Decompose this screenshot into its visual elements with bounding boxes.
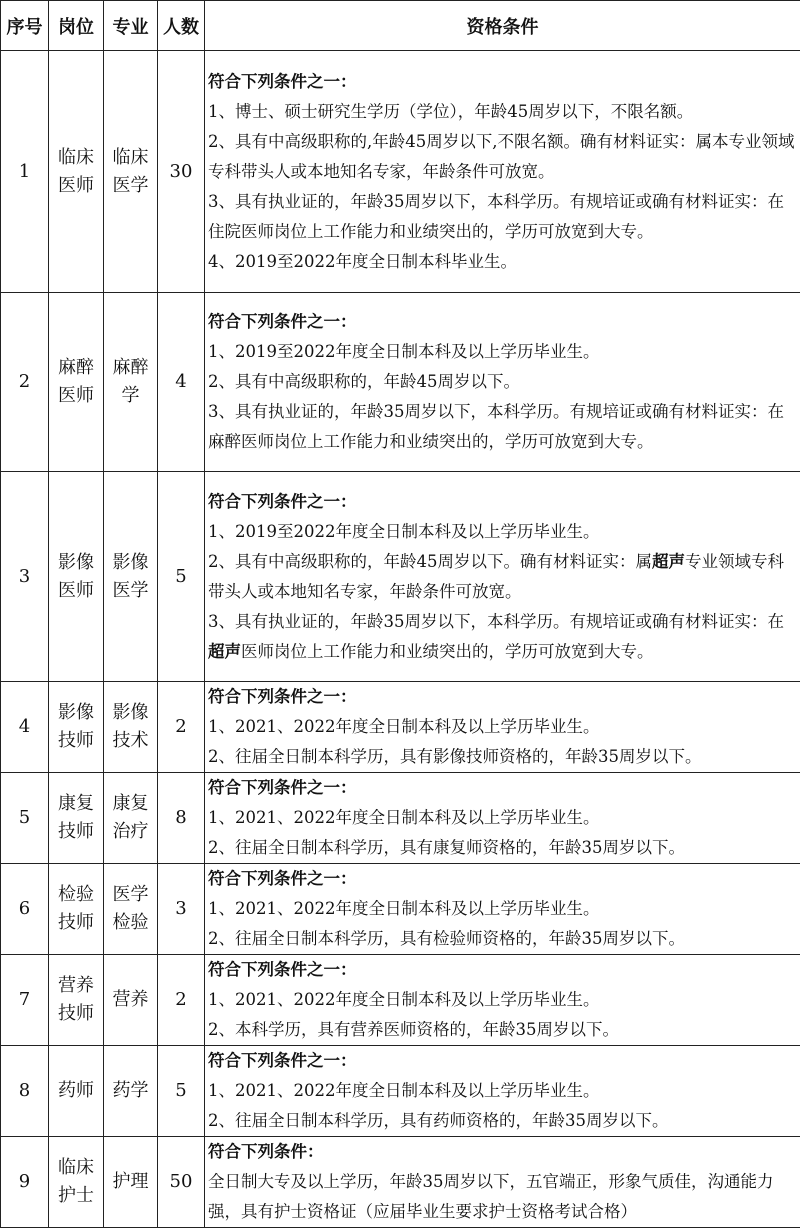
row-number: 2 bbox=[1, 293, 49, 472]
major-cell bbox=[104, 1137, 158, 1228]
qualification-line: 1、2021、2022年度全日制本科及以上学历毕业生。 bbox=[208, 894, 799, 924]
qualification-line: 1、2021、2022年度全日制本科及以上学历毕业生。 bbox=[208, 803, 799, 833]
line-text: 医师岗位上工作能力和业绩突出的，学历可放宽到大专。 bbox=[241, 642, 654, 661]
major-line: 学 bbox=[122, 385, 140, 406]
table-row bbox=[1, 864, 800, 955]
post-line: 临床 bbox=[58, 1157, 94, 1178]
qualification-line: 2、具有中高级职称的,年龄45周岁以下,不限名额。确有材料证实：属本专业领域专科带头人或本地知名专家，年龄条件可放宽。 bbox=[208, 127, 799, 187]
qualification-cell bbox=[205, 51, 800, 293]
qualification-cell bbox=[205, 1137, 800, 1228]
post-cell bbox=[49, 773, 104, 864]
line-text: 专业领域专科带头人或本地知名专家，年龄条件可放宽。 bbox=[208, 552, 784, 601]
major-cell bbox=[104, 472, 158, 682]
row-number: 1 bbox=[1, 51, 49, 293]
header-count: 人数 bbox=[158, 1, 205, 51]
qualification-heading: 符合下列条件之一： bbox=[208, 1046, 799, 1076]
header-qualifications: 资格条件 bbox=[205, 1, 800, 51]
line-text: 3、具有执业证的，年龄35周岁以下，本科学历。有规培证或确有材料证实：在 bbox=[208, 612, 784, 631]
post-line: 影像 bbox=[58, 552, 94, 573]
post-line: 技师 bbox=[58, 1003, 94, 1024]
post-cell bbox=[49, 1046, 104, 1137]
table-row bbox=[1, 955, 800, 1046]
headcount: 3 bbox=[158, 864, 205, 955]
post-line: 医师 bbox=[58, 580, 94, 601]
major-line: 治疗 bbox=[113, 821, 149, 842]
major-cell bbox=[104, 864, 158, 955]
post-line: 影像 bbox=[58, 702, 94, 723]
qualification-line: 1、2021、2022年度全日制本科及以上学历毕业生。 bbox=[208, 1076, 799, 1106]
headcount: 5 bbox=[158, 472, 205, 682]
qualification-line: 2、往届全日制本科学历，具有影像技师资格的，年龄35周岁以下。 bbox=[208, 742, 799, 772]
qualification-heading: 符合下列条件之一： bbox=[208, 67, 799, 97]
table-row bbox=[1, 51, 800, 293]
post-cell bbox=[49, 472, 104, 682]
row-number: 9 bbox=[1, 1137, 49, 1228]
post-cell bbox=[49, 1137, 104, 1228]
qualification-line bbox=[208, 547, 799, 607]
qualification-cell bbox=[205, 773, 800, 864]
qualification-cell bbox=[205, 293, 800, 472]
qualification-line: 1、博士、硕士研究生学历（学位），年龄45周岁以下，不限名额。 bbox=[208, 97, 799, 127]
qualification-line: 2、本科学历，具有营养医师资格的，年龄35周岁以下。 bbox=[208, 1015, 799, 1045]
headcount: 5 bbox=[158, 1046, 205, 1137]
post-line: 技师 bbox=[58, 730, 94, 751]
qualification-heading: 符合下列条件之一： bbox=[208, 864, 799, 894]
header-major: 专业 bbox=[104, 1, 158, 51]
post-cell bbox=[49, 293, 104, 472]
qualification-line: 1、2021、2022年度全日制本科及以上学历毕业生。 bbox=[208, 985, 799, 1015]
emphasis-text: 超声 bbox=[652, 552, 685, 571]
major-cell bbox=[104, 682, 158, 773]
post-cell bbox=[49, 682, 104, 773]
major-cell bbox=[104, 51, 158, 293]
qualification-line: 2、具有中高级职称的，年龄45周岁以下。 bbox=[208, 367, 799, 397]
qualification-heading: 符合下列条件之一： bbox=[208, 487, 799, 517]
headcount: 2 bbox=[158, 955, 205, 1046]
major-line: 技术 bbox=[113, 730, 149, 751]
qualification-cell bbox=[205, 682, 800, 773]
headcount: 4 bbox=[158, 293, 205, 472]
table-row bbox=[1, 293, 800, 472]
qualification-cell bbox=[205, 864, 800, 955]
row-number: 5 bbox=[1, 773, 49, 864]
qualification-line: 1、2019至2022年度全日制本科及以上学历毕业生。 bbox=[208, 517, 799, 547]
header-row bbox=[1, 1, 800, 51]
row-number: 7 bbox=[1, 955, 49, 1046]
major-line: 药学 bbox=[113, 1080, 149, 1101]
table-row bbox=[1, 1046, 800, 1137]
post-cell bbox=[49, 51, 104, 293]
major-line: 临床 bbox=[113, 147, 149, 168]
headcount: 30 bbox=[158, 51, 205, 293]
post-cell bbox=[49, 955, 104, 1046]
major-line: 医学 bbox=[113, 175, 149, 196]
qualification-heading: 符合下列条件之一： bbox=[208, 955, 799, 985]
major-line: 检验 bbox=[113, 912, 149, 933]
row-number: 4 bbox=[1, 682, 49, 773]
headcount: 2 bbox=[158, 682, 205, 773]
major-cell bbox=[104, 1046, 158, 1137]
qualification-line: 全日制大专及以上学历，年龄35周岁以下，五官端正，形象气质佳，沟通能力强，具有护士资格证（应届毕业生要求护士资格考试合格） bbox=[208, 1167, 799, 1227]
post-line: 医师 bbox=[58, 385, 94, 406]
qualification-line: 2、往届全日制本科学历，具有药师资格的，年龄35周岁以下。 bbox=[208, 1106, 799, 1136]
post-cell bbox=[49, 864, 104, 955]
major-line: 影像 bbox=[113, 702, 149, 723]
qualification-cell bbox=[205, 472, 800, 682]
qualification-line: 2、往届全日制本科学历，具有检验师资格的，年龄35周岁以下。 bbox=[208, 924, 799, 954]
row-number: 3 bbox=[1, 472, 49, 682]
qualification-line: 2、往届全日制本科学历，具有康复师资格的，年龄35周岁以下。 bbox=[208, 833, 799, 863]
qualification-cell bbox=[205, 1046, 800, 1137]
headcount: 8 bbox=[158, 773, 205, 864]
post-line: 临床 bbox=[58, 147, 94, 168]
major-cell bbox=[104, 293, 158, 472]
qualification-line: 1、2019至2022年度全日制本科及以上学历毕业生。 bbox=[208, 337, 799, 367]
major-line: 护理 bbox=[113, 1171, 149, 1192]
post-line: 营养 bbox=[58, 975, 94, 996]
major-line: 康复 bbox=[113, 793, 149, 814]
emphasis-text: 超声 bbox=[208, 642, 241, 661]
qualification-cell bbox=[205, 955, 800, 1046]
qualification-line: 3、具有执业证的，年龄35周岁以下，本科学历。有规培证或确有材料证实：在麻醉医师岗位上工作能力和业绩突出的，学历可放宽到大专。 bbox=[208, 397, 799, 457]
qualification-heading: 符合下列条件之一： bbox=[208, 307, 799, 337]
post-line: 康复 bbox=[58, 793, 94, 814]
major-line: 营养 bbox=[113, 989, 149, 1010]
post-line: 技师 bbox=[58, 912, 94, 933]
headcount: 50 bbox=[158, 1137, 205, 1228]
table-row bbox=[1, 472, 800, 682]
table-row bbox=[1, 773, 800, 864]
major-line: 医学 bbox=[113, 580, 149, 601]
line-text: 2、具有中高级职称的，年龄45周岁以下。确有材料证实：属 bbox=[208, 552, 652, 571]
post-line: 药师 bbox=[58, 1080, 94, 1101]
qualification-line bbox=[208, 607, 799, 667]
qualification-heading: 符合下列条件： bbox=[208, 1137, 799, 1167]
post-line: 护士 bbox=[58, 1185, 94, 1206]
table-row bbox=[1, 682, 800, 773]
post-line: 检验 bbox=[58, 884, 94, 905]
qualification-heading: 符合下列条件之一： bbox=[208, 773, 799, 803]
qualification-heading: 符合下列条件之一： bbox=[208, 682, 799, 712]
post-line: 技师 bbox=[58, 821, 94, 842]
header-post: 岗位 bbox=[49, 1, 104, 51]
row-number: 8 bbox=[1, 1046, 49, 1137]
post-line: 麻醉 bbox=[58, 357, 94, 378]
header-no: 序号 bbox=[1, 1, 49, 51]
qualification-line: 4、2019至2022年度全日制本科毕业生。 bbox=[208, 247, 799, 277]
major-line: 影像 bbox=[113, 552, 149, 573]
major-cell bbox=[104, 955, 158, 1046]
post-line: 医师 bbox=[58, 175, 94, 196]
row-number: 6 bbox=[1, 864, 49, 955]
qualification-line: 1、2021、2022年度全日制本科及以上学历毕业生。 bbox=[208, 712, 799, 742]
major-line: 医学 bbox=[113, 884, 149, 905]
major-cell bbox=[104, 773, 158, 864]
qualification-line: 3、具有执业证的，年龄35周岁以下，本科学历。有规培证或确有材料证实：在住院医师岗位上工作能力和业绩突出的，学历可放宽到大专。 bbox=[208, 187, 799, 247]
table-row bbox=[1, 1137, 800, 1228]
major-line: 麻醉 bbox=[113, 357, 149, 378]
